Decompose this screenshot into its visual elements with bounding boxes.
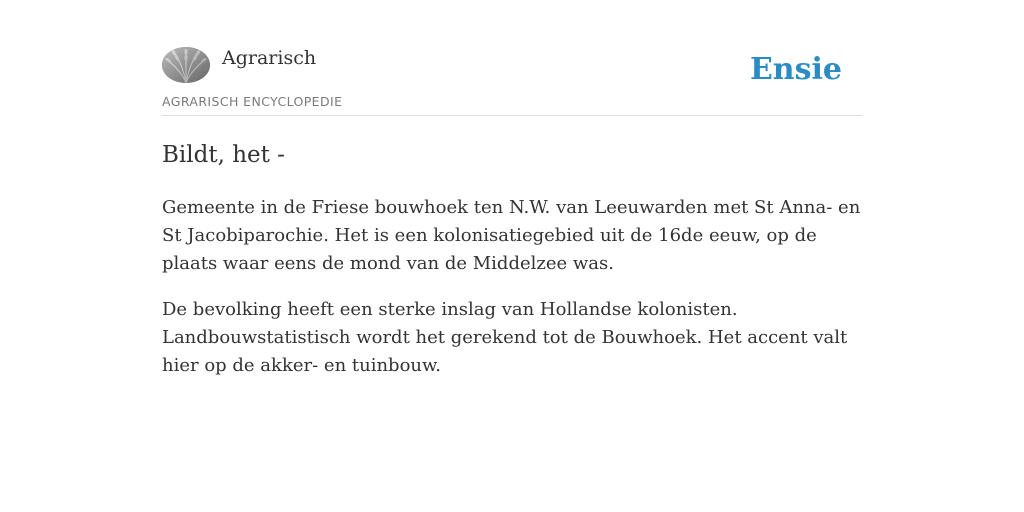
page-title: Bildt, het - [162, 142, 285, 168]
header [162, 46, 862, 116]
page [162, 0, 862, 380]
article-paragraph: De bevolking heeft een sterke inslag van Hollandse kolonisten. Landbouwstatistisch wordt het gerekend tot de Bouwhoek. Het accent valt hier op de akker- en tuinbouw. [162, 299, 848, 376]
article-body [162, 194, 862, 380]
wheat-icon[interactable] [162, 47, 210, 83]
brand-logo[interactable]: Ensie [749, 52, 842, 87]
site-subtitle: AGRARISCH ENCYCLOPEDIE [162, 94, 343, 109]
article-paragraph: Gemeente in de Friese bouwhoek ten N.W. van Leeuwarden met St Anna- en St Jacobiparochie. Het is een kolonisatiegebied uit de 16de eeuw, op de plaats waar eens de mond van de Middelzee was. [162, 197, 861, 274]
site-name[interactable]: Agrarisch [222, 47, 317, 69]
